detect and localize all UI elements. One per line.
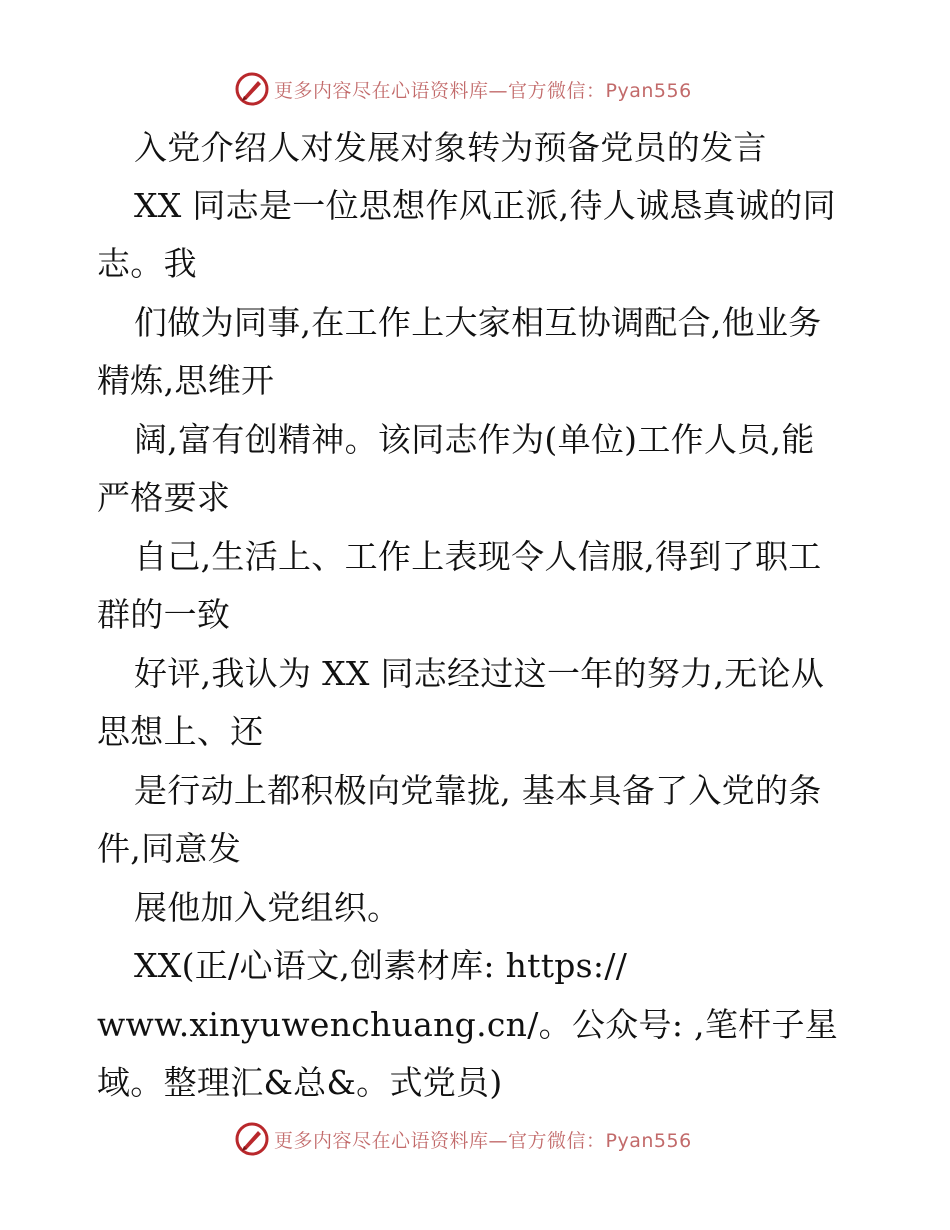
paragraph-line: 是行动上都积极向党靠拢, 基本具备了入党的条 [134, 771, 822, 810]
header-banner [234, 70, 692, 108]
paragraph-line: XX(正/心语文,创素材库: https:// [134, 946, 628, 985]
paragraph-line: 阔,富有创精神。该同志作为(单位)工作人员,能 [134, 420, 815, 459]
document-title: 入党介绍人对发展对象转为预备党员的发言 [134, 128, 767, 167]
paragraph-line: 群的一致 [97, 595, 231, 634]
paragraph-line: 好评,我认为 XX 同志经过这一年的努力,无论从 [134, 654, 825, 693]
paragraph-line: 严格要求 [97, 478, 231, 517]
footer-banner [234, 1120, 692, 1158]
paragraph-line: 精炼,思维开 [97, 361, 275, 400]
pen-logo-icon [234, 1121, 270, 1157]
paragraph-line: XX 同志是一位思想作风正派,待人诚恳真诚的同 [134, 186, 836, 225]
paragraph-line: 件,同意发 [97, 829, 241, 868]
paragraph-line: 域。整理汇&总&。式党员) [97, 1063, 503, 1102]
paragraph-line: 自己,生活上、工作上表现令人信服,得到了职工 [134, 537, 822, 576]
paragraph-line: 们做为同事,在工作上大家相互协调配合,他业务 [134, 303, 822, 342]
pen-logo-icon [234, 71, 270, 107]
paragraph-line: 思想上、还 [97, 712, 264, 751]
paragraph-line: www.xinyuwenchuang.cn/。公众号: ,笔杆子星 [97, 1005, 839, 1044]
banner-text: 更多内容尽在心语资料库—官方微信：Pyan556 [274, 79, 692, 102]
banner-text: 更多内容尽在心语资料库—官方微信：Pyan556 [274, 1129, 692, 1152]
paragraph-line: 志。我 [97, 244, 197, 283]
paragraph-line: 展他加入党组织。 [134, 888, 401, 927]
